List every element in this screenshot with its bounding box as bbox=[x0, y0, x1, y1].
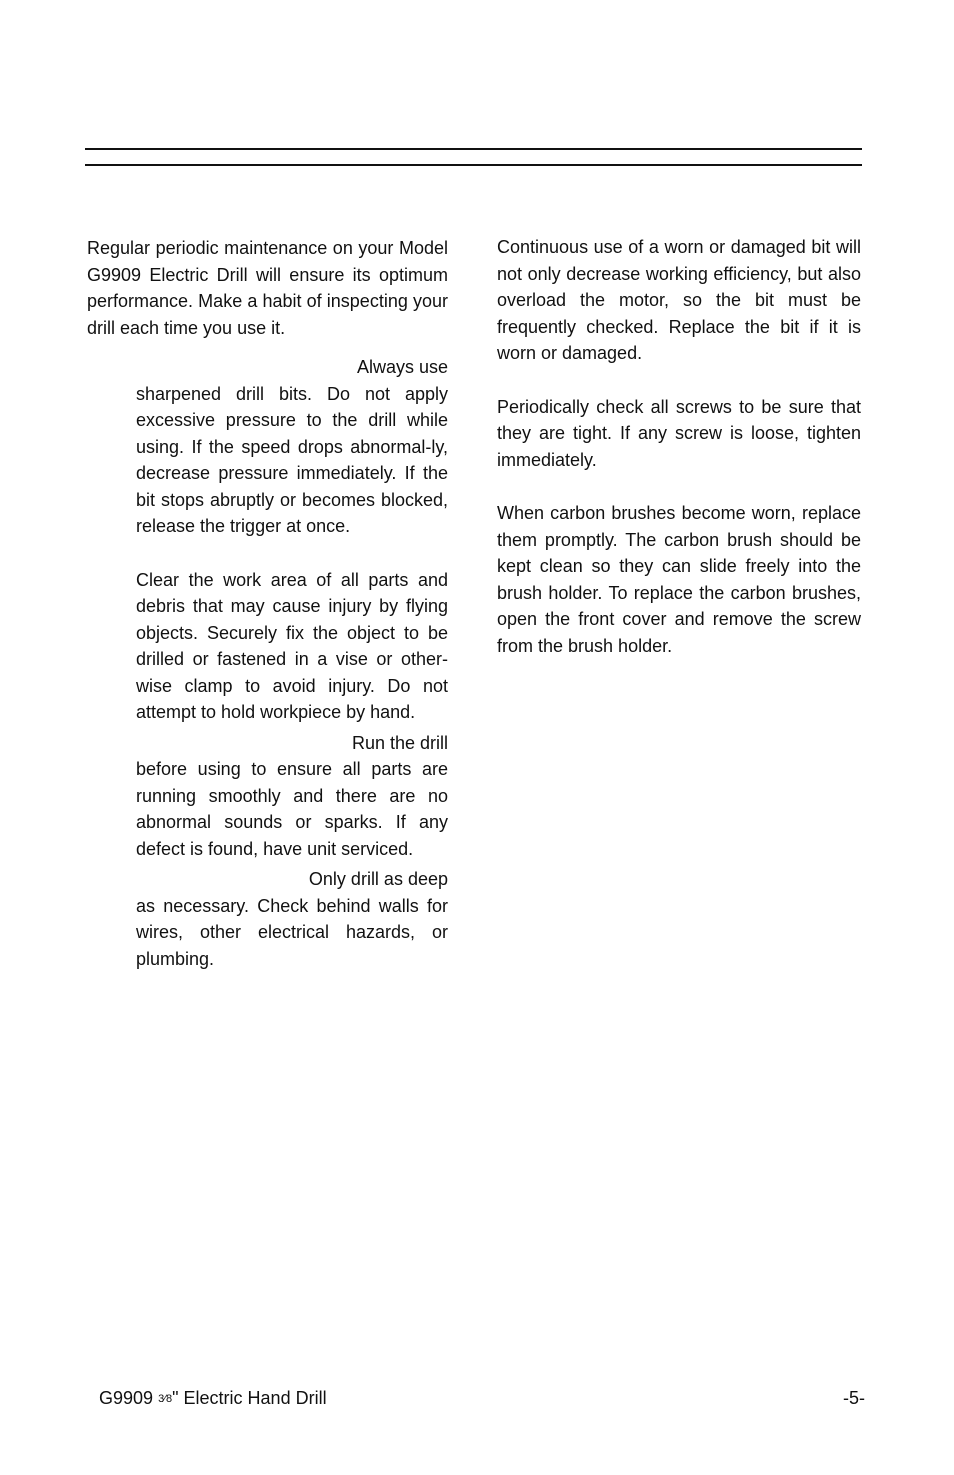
footer-model: G9909 bbox=[99, 1388, 154, 1408]
page-number: -5- bbox=[843, 1388, 865, 1408]
footer-title bbox=[99, 1386, 327, 1411]
screws-paragraph: Periodically check all screws to be sure that they are tight. If any screw is loose, tighten immediately. bbox=[497, 396, 861, 470]
drill-bits-paragraph: sharpened drill bits. Do not apply excessive pressure to the drill while using. If the speed drops abnormal-ly, decrease pressure immediately. If the bit stops abruptly or becomes blocked, release the trigger at once. bbox=[136, 383, 448, 536]
work-area-paragraph: Clear the work area of all parts and debris that may cause injury by flying objects. Securely fix the object to be drilled or fastened in a vise or other-wise clamp to avoid injury. Do not attempt to hold workpiece by hand. bbox=[136, 569, 448, 722]
bit-check-paragraph: Continuous use of a worn or damaged bit will not only decrease working efficiency, but also overload the motor, so the bit must be frequently checked. Replace the bit if it is worn or damaged. bbox=[497, 237, 861, 363]
run-drill-paragraph: before using to ensure all parts are running smoothly and there are no abnormal sounds or sparks. If any defect is found, have unit serviced. bbox=[136, 759, 448, 859]
drill-depth-lead: Only drill as deep bbox=[308, 869, 448, 889]
header-rule-top bbox=[85, 148, 862, 150]
run-drill-lead: Run the drill bbox=[351, 732, 448, 753]
footer-product: " Electric Hand Drill bbox=[172, 1388, 327, 1408]
intro-paragraph: Regular periodic maintenance on your Model G9909 Electric Drill will ensure its optimum performance. Make a habit of inspecting your drill each time you use it. bbox=[87, 238, 448, 338]
footer-fraction: 3⁄8 bbox=[158, 1393, 173, 1405]
carbon-brushes-paragraph: When carbon brushes become worn, replace them promptly. The carbon brush should be kept clean so they can slide freely into the brush holder. To replace the carbon brushes, open the front cover and remove the screw from the brush holder. bbox=[497, 503, 861, 656]
right-column bbox=[497, 234, 861, 659]
left-column bbox=[87, 235, 448, 972]
header-rule-bottom bbox=[85, 164, 862, 166]
drill-bits-lead: Always use bbox=[356, 357, 448, 377]
drill-depth-paragraph: as necessary. Check behind walls for wires, other electrical hazards, or plumbing. bbox=[136, 895, 448, 969]
